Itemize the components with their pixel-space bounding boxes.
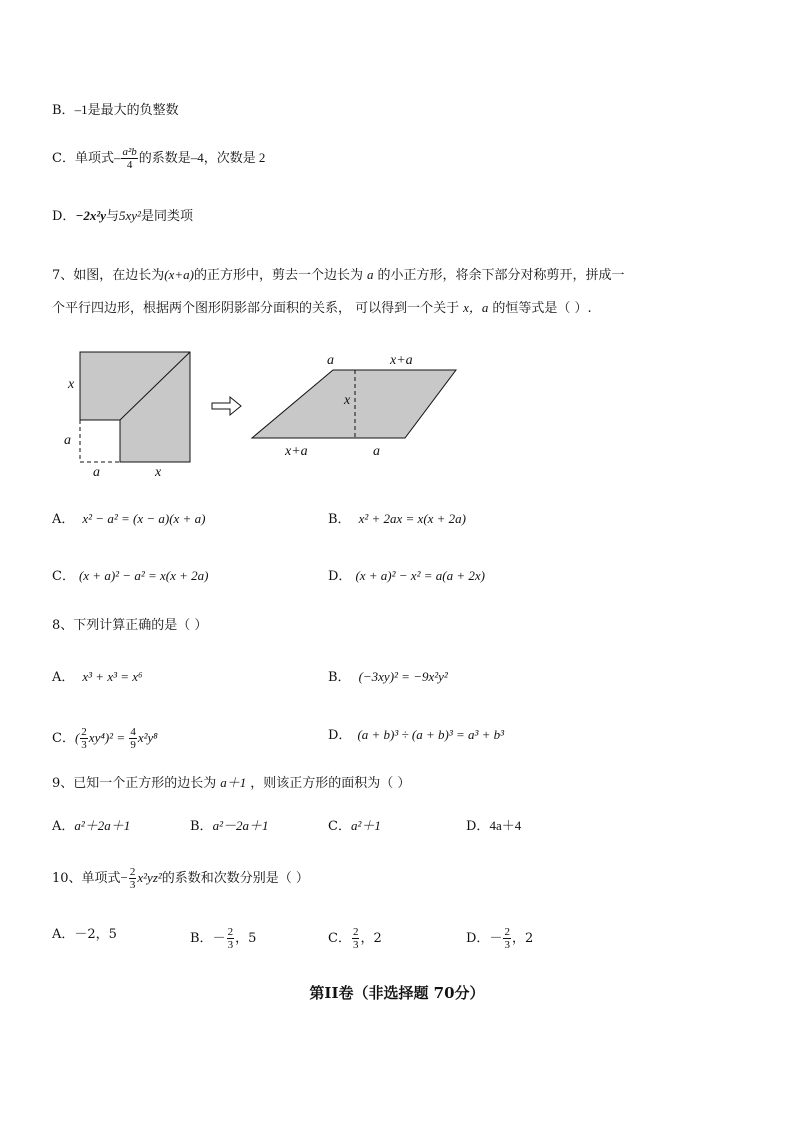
- q8-option-b: B． (−3xy)² = −9x²y²: [328, 669, 448, 685]
- q7-para-label-a-bottom: a: [373, 444, 380, 459]
- q7-square-label-a-bottom: a: [93, 465, 100, 480]
- q9-option-b: B．a²－2a＋1: [190, 818, 269, 834]
- q7-square-label-x-bottom: x: [155, 465, 162, 480]
- q7-option-b: B． x² + 2ax = x(x + 2a): [328, 511, 467, 527]
- q10-stem: 10、单项式− $\frac{2}{3}$ x²yz²的系数和次数分别是（ ）: [52, 866, 309, 891]
- q7-option-c: C． (x + a)² − a² = x(x + 2a): [52, 568, 209, 584]
- q6-option-b: B．–1是最大的负整数: [52, 102, 179, 118]
- q6-option-d: D．−2x²y与5xy²是同类项: [52, 208, 193, 224]
- q7-arrow-icon: [212, 397, 241, 415]
- q9-stem: 9、已知一个正方形的边长为 a＋1 ，则该正方形的面积为（ ）: [52, 775, 411, 791]
- section-title: 第II卷（非选择题 70分）: [309, 984, 485, 1002]
- q7-parallelogram-figure: [252, 353, 456, 459]
- q7-square-label-x-left: x: [68, 377, 75, 392]
- q8-option-a: A． x³ + x³ = x⁶: [52, 669, 143, 685]
- q10-option-a: A．－2，5: [52, 927, 117, 942]
- q7-square-figure: [64, 352, 190, 480]
- q9-option-d: D．4a＋4: [466, 818, 522, 834]
- q6-option-c: C．单项式– $\frac{\text{a²b}}{4}$ 的系数是–4，次数是 2: [52, 146, 266, 171]
- q7-square-label-a-left: a: [64, 433, 71, 448]
- q10-option-d: D．－ $\frac{2}{3}$ ，2: [466, 926, 534, 951]
- q9-option-a: A．a²＋2a＋1: [52, 818, 131, 834]
- q7-para-label-xa-bottom: x+a: [285, 444, 308, 459]
- q8-option-d: D． (a + b)³ ÷ (a + b)³ = a³ + b³: [328, 727, 505, 743]
- q10-option-c: C． $\frac{2}{3}$ ，2: [328, 926, 382, 951]
- q8-stem: 8、下列计算正确的是（ ）: [52, 618, 208, 633]
- q7-para-label-a-top: a: [327, 353, 334, 368]
- q7-para-label-x-mid: x: [344, 393, 351, 408]
- q7-figure: [55, 345, 475, 480]
- q7-option-a: A． x² − a² = (x − a)(x + a): [52, 511, 206, 527]
- q10-option-b: B．－ $\frac{2}{3}$ ，5: [190, 926, 257, 951]
- q7-stem-line2: 个平行四边形，根据两个图形阴影部分面积的关系， 可以得到一个关于 x，a 的恒等式是（ ）.: [52, 300, 592, 316]
- q7-stem-line1: 7、如图，在边长为(x+a)的正方形中，剪去一个边长为 a 的小正方形，将余下部分对称剪开，拼成一: [52, 267, 625, 283]
- q8-option-c: C．( $\frac{2}{3}$ xy⁴)² = $\frac{4}{9}$ x²y⁸: [52, 726, 158, 751]
- q9-option-c: C．a²＋1: [328, 818, 381, 834]
- q7-para-label-xa-top: x+a: [390, 353, 413, 368]
- q7-option-d: D． (x + a)² − x² = a(a + 2x): [328, 568, 485, 584]
